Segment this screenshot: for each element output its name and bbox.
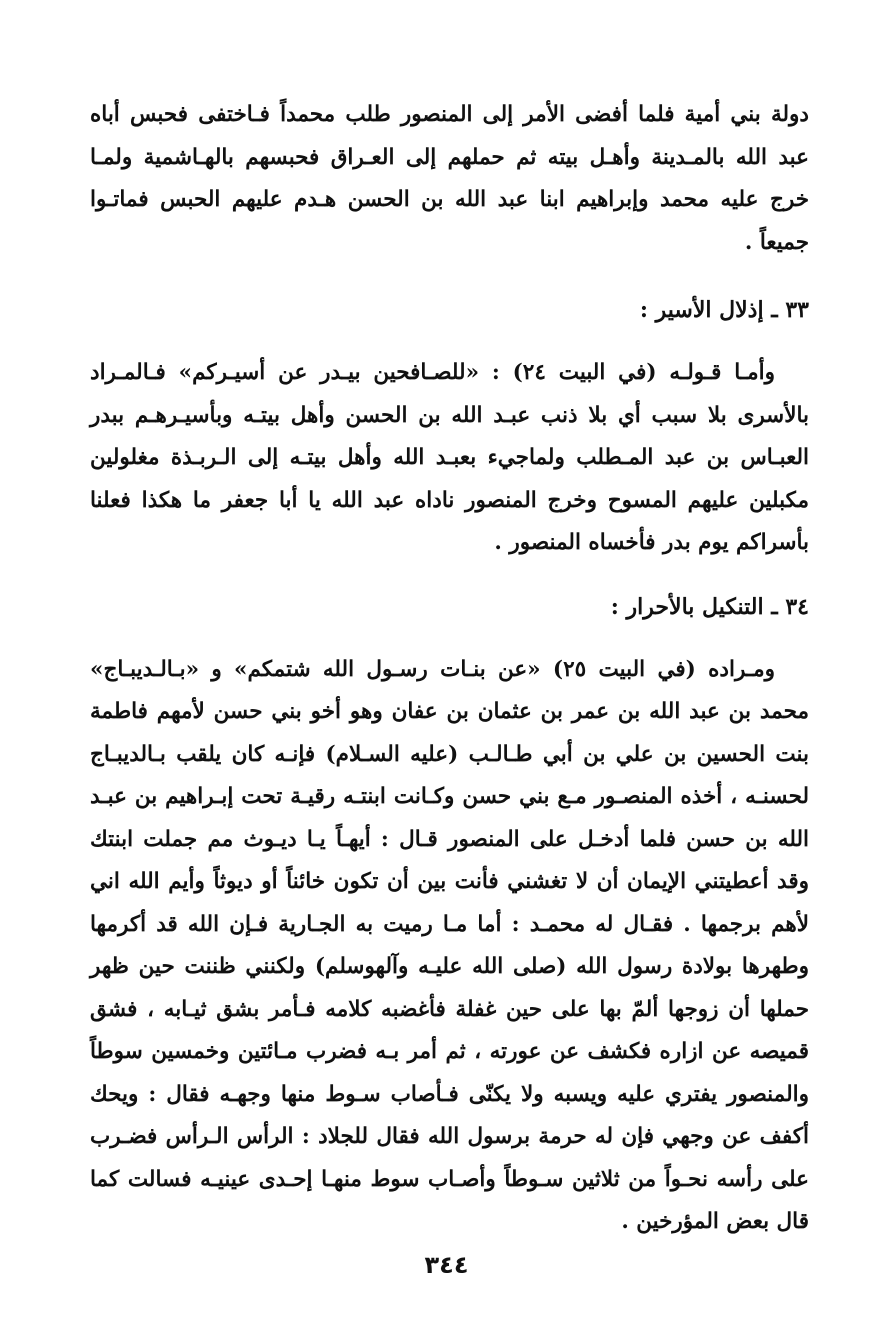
paragraph-2: وأمـا قـولـه (في البيت ٢٤) : «للصـافحين بيـدر عن أسيـركم» فـالمـراد بالأسرى بلا سبب أي بلا ذنب عبـد الله بن الحسن وأهل بيتـه وبأسيـرهـم ببدر العبـاس بن عبد المـطلب ولماجيء بعبـد الله وأهل بيتـه إلى الـربـذة مغلولين مكبلين عليهم المسوح وخرج المنصور ناداه عبد الله يا أبا جعفر ما هكذا فعلنا بأسراكم يوم بدر فأخساه المنصور .: [90, 360, 809, 555]
paragraph-3: ومـراده (في البيت ٢٥) «عن بنـات رسـول الله شتمكم» و «بـالـديبـاج» محمد بن عبد الله بن عمر بن عثمان بن عفان وهو أخو بني حسن لأمهم فاطمة بنت الحسين بن علي بن أبي طـالـب (عليه السـلام) فإنـه كان يلقب بـالديبـاج لحسنـه ، أخذه المنصـور مـع بني حسن وكـانت ابنتـه رقيـة تحت إبـراهيم بن عبـد الله بن حسن فلما أدخـل على المنصور قـال : أيهـاً يـا ديـوث مم جملت ابنتك وقد أعطيتني الإيمان أن لا تغشني فأنت بين أن تكون خائناً أو ديوثاً وأيم الله اني لأهم برجمها . فقـال له محمـد : أما مـا رميت به الجـارية فـإن الله قد أكرمها وطهرها بولادة رسول الله (صلى الله عليـه وآلهوسلم) ولكنني ظننت حين ظهر حملها أن زوجها ألمّ بها على حين غفلة فأغضبه كلامه فـأمر بشق ثيـابه ، فشق قميصه عن ازاره فكشف عن عورته ، ثم أمر بـه فضرب مـائتين وخمسين سوطاً والمنصور يفتري عليه ويسبه ولا يكنّى فـأصاب سـوط منها وجهـه فقال : ويحك أكفف عن وجهي فإن له حرمة برسول الله فقال للجلاد : الرأس الـرأس فضـرب على رأسه نحـواً من ثلاثين سـوطاً وأصـاب سوط منهـا إحـدى عينيـه فسالت كما قال بعض المؤرخين .: [90, 656, 809, 1234]
paragraph-1: دولة بني أمية فلما أفضى الأمر إلى المنصور طلب محمداً فـاختفى فحبس أباه عبد الله بالمـدينة وأهـل بيته ثم حملهم إلى العـراق فحبسهم بالهـاشمية ولمـا خرج عليه محمد وإبراهيم ابنا عبد الله بن الحسن هـدم عليهم الحبس فماتـوا جميعاً .: [90, 102, 809, 255]
page-number: ٣٤٤: [424, 1251, 469, 1279]
section-heading-34: ٣٤ ـ التنكيل بالأحرار :: [610, 593, 809, 620]
page-body: [90, 94, 809, 1244]
section-heading-33: ٣٣ ـ إذلال الأسير :: [639, 297, 809, 323]
